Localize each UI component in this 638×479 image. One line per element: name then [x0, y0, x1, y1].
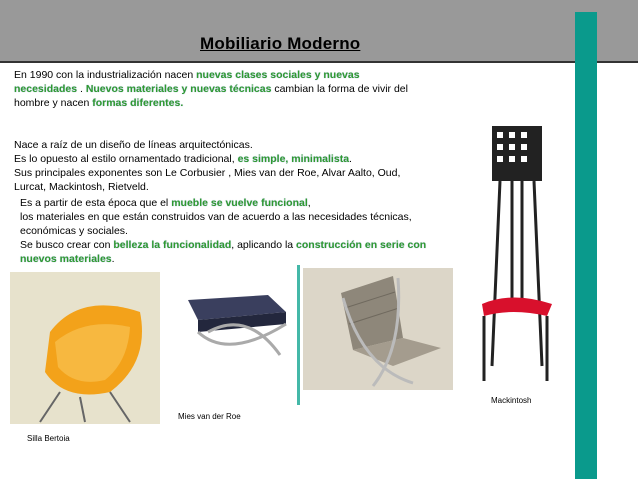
- mies-stool-image: [168, 290, 296, 360]
- highlight-text: Nuevos materiales y nuevas técnicas: [85, 83, 272, 95]
- intro-paragraph: En 1990 con la industrialización nacen nuevas clases sociales y nuevas necesidades . Nuevos materiales y nuevas técnicas cambian la forma de vivir del hombre y nacen formas diferentes.: [14, 69, 408, 109]
- divider-line: [297, 265, 300, 405]
- slide-title: Mobiliario Moderno: [200, 34, 361, 53]
- highlight-text: formas diferentes.: [92, 97, 184, 109]
- function-paragraph: Es a partir de esta época que el mueble se vuelve funcional, los materiales en que están construidos van de acuerdo a las necesidades técnicas, económicas y sociales. Se busco crear con belleza la funcionalidad, aplicando la construcción en serie con nuevos materiales.: [20, 197, 427, 265]
- highlight-text: mueble se vuelve funcional: [171, 197, 308, 209]
- origin-paragraph: Nace a raíz de un diseño de líneas arquitectónicas. Es lo opuesto al estilo ornamentado tradicional, es simple, minimalista. Sus principales exponentes son Le Corbusier , Mies van der Roe, Alvar Aalto, Oud, Lurcat, Mackintosh, Rietveld.: [14, 139, 401, 193]
- highlight-text: belleza la funcionalidad: [113, 239, 232, 251]
- caption-mackintosh: Mackintosh: [491, 396, 532, 405]
- accent-bar: [575, 12, 597, 479]
- barcelona-chair-image: [303, 268, 453, 390]
- caption-mies: Mies van der Roe: [178, 412, 241, 421]
- highlight-text: es simple, minimalista: [237, 153, 350, 165]
- bertoia-chair-image: [10, 272, 160, 424]
- highlight-text: construcción en serie con nuevos materiales: [20, 239, 427, 265]
- caption-bertoia: Silla Bertoia: [27, 434, 70, 443]
- mackintosh-chair-image: [472, 126, 554, 388]
- highlight-text: nuevas clases sociales y nuevas necesidades: [14, 69, 360, 95]
